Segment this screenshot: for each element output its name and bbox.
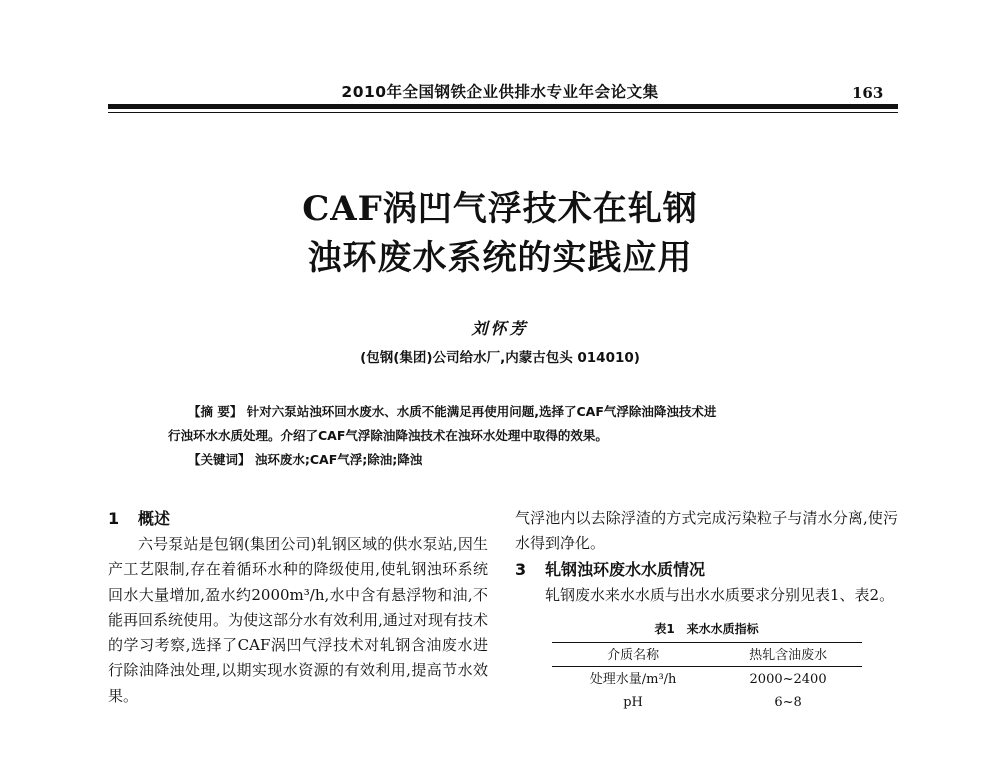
header-rule-thin [108, 112, 898, 113]
table-cell: 6~8 [774, 694, 802, 710]
abstract-block [168, 400, 858, 472]
section-3-number: 3 [515, 559, 527, 579]
article-title-line-1: CAF涡凹气浮技术在轧钢 [302, 189, 698, 229]
table-cell: 处理水量/m³/h [589, 671, 677, 687]
header-rule-thick [108, 104, 898, 109]
article-title-line-2: 浊环废水系统的实践应用 [307, 238, 693, 278]
table-header-row [552, 642, 862, 666]
abstract-line-2: 行浊环水水质处理。介绍了CAF气浮除油降浊技术在浊环水处理中取得的效果。 [168, 428, 608, 443]
table-header-cell: 热轧含油废水 [715, 642, 862, 666]
table-1-caption [515, 618, 898, 640]
article-title [180, 185, 820, 283]
table-row [552, 666, 862, 690]
keywords-text: 浊环废水;CAF气浮;除油;降浊 [254, 452, 423, 467]
section-1-paragraph: 六号泵站是包钢(集团公司)轧钢区域的供水泵站,因生产工艺限制,存在着循环水种的降级使用,使轧钢浊环系统回水大量增加,盈水约2000m³/h,水中含有悬浮物和油,不能再回系统使用。为使这部分水有效利用,通过对现有技术的学习考察,选择了CAF涡凹气浮技术对轧钢含油废水进行除油降浊处理,以期实现水资源的有效利用,提高节水效果。 [108, 535, 488, 705]
keywords-line [168, 448, 858, 472]
page-number: 163 [852, 84, 884, 102]
section-1-heading [108, 506, 488, 532]
section-1-title: 概述 [138, 509, 171, 528]
abstract-text-1: 针对六泵站浊环回水废水、水质不能满足再使用问题,选择了CAF气浮除油降浊技术进 [246, 404, 717, 419]
table-row [552, 690, 862, 713]
running-header-title: 2010年全国钢铁企业供排水专业年会论文集 [341, 83, 659, 101]
author-name: 刘怀芳 [471, 319, 529, 338]
left-column [108, 506, 488, 709]
table-1 [552, 642, 862, 713]
author-affiliation: (包钢(集团)公司给水厂,内蒙古包头 014010) [360, 350, 640, 366]
section-2-continuation: 气浮池内以去除浮渣的方式完成污染粒子与清水分离,使污水得到净化。 [515, 509, 898, 553]
table-header-cell: 介质名称 [552, 642, 715, 666]
table-1-title: 来水水质指标 [686, 621, 759, 636]
abstract-label: 【摘 要】 [188, 404, 243, 419]
abstract-line-1 [168, 400, 858, 424]
section-3-paragraph: 轧钢废水来水水质与出水水质要求分别见表1、表2。 [545, 585, 895, 604]
table-cell: pH [623, 694, 643, 710]
right-column [515, 506, 898, 713]
section-3-title: 轧钢浊环废水水质情况 [545, 559, 706, 579]
section-1-number: 1 [108, 509, 120, 528]
table-cell: 2000~2400 [749, 671, 827, 687]
table-1-number: 表1 [654, 621, 675, 636]
section-3-heading [515, 557, 898, 583]
keywords-label: 【关键词】 [188, 452, 251, 467]
